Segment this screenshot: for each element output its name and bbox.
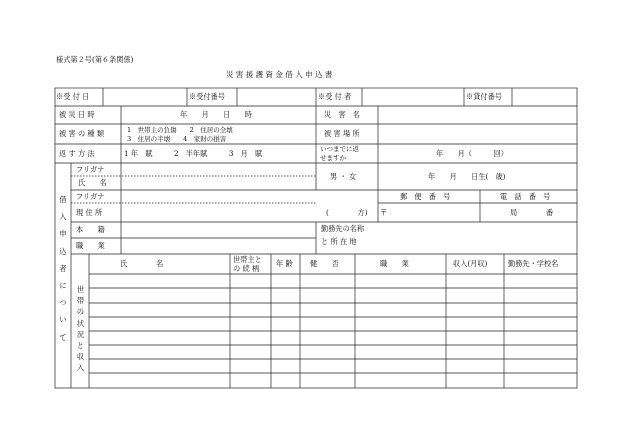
address-label: 現 住 所 bbox=[76, 207, 103, 217]
form-title: 災 害 援 護 資 金 借 入 申 込 書 bbox=[226, 70, 333, 79]
address-paren: ( 方) bbox=[326, 207, 368, 217]
domicile-label: 本 籍 bbox=[76, 225, 105, 235]
damage-options-line1: 1 世帯主の負傷 2 住居の全壊 bbox=[127, 126, 233, 134]
household-header-relation-1: 世帯主と bbox=[233, 255, 262, 264]
repay-options: 1 年 賦 2 半年賦 3 月 賦 bbox=[124, 148, 263, 158]
form-number: 様式第２号(第６条関係) bbox=[56, 55, 134, 64]
household-header-age: 年 齢 bbox=[276, 259, 293, 269]
postal-code-label: 郵 便 番 号 bbox=[400, 191, 451, 201]
birthdate-field: 年 月 日生( 歳) bbox=[428, 171, 506, 181]
damage-options-line2: 3 住居の半壊 4 家財の損害 bbox=[127, 135, 227, 143]
repay-until-label-2: せますか bbox=[320, 154, 346, 162]
receiver-label: ※受 付 者 bbox=[318, 92, 352, 102]
phone-bureau: 局 番 bbox=[510, 207, 554, 217]
receipt-date-label: ※受 付 日 bbox=[56, 92, 90, 102]
damage-type-label: 被 害 の 種 類 bbox=[59, 129, 105, 139]
postal-mark: 〒 bbox=[380, 207, 388, 217]
household-header-relation-2: の 続 柄 bbox=[233, 264, 260, 273]
household-header-income: 収入(月収) bbox=[453, 259, 488, 269]
household-header-health: 健 否 bbox=[310, 259, 339, 269]
occupation-label: 職 業 bbox=[76, 241, 105, 251]
damage-location-label: 被 害 場 所 bbox=[324, 129, 360, 139]
disaster-date-placeholder: 年 月 日 時 bbox=[180, 110, 252, 120]
applicant-side-label: 借 入 申 込 者 に つ い て bbox=[59, 195, 67, 342]
household-header-name: 氏 名 bbox=[120, 259, 164, 269]
furigana-label-2: フリガナ bbox=[76, 191, 105, 201]
gender-selector: 男 ・ 女 bbox=[330, 171, 357, 181]
repay-until-label-1: いつまでに返 bbox=[320, 145, 359, 153]
household-header-job: 職 業 bbox=[380, 259, 409, 269]
phone-label: 電 話 番 号 bbox=[500, 191, 551, 201]
household-header-workplace-school: 勤務先・学校名 bbox=[508, 259, 559, 269]
loan-number-label: ※貸付番号 bbox=[466, 92, 502, 102]
repay-until-value: 年 月（ 回） bbox=[436, 148, 508, 158]
workplace-label-1: 勤務先の名称 bbox=[321, 224, 365, 233]
workplace-label-2: と 所 在 地 bbox=[321, 237, 357, 246]
furigana-label-1: フリガナ bbox=[76, 164, 105, 174]
receipt-number-label: ※受付番号 bbox=[189, 92, 225, 102]
household-side-label: 世 帯 の 状 況 と 収 入 bbox=[76, 285, 85, 373]
disaster-name-label: 災 害 名 bbox=[324, 110, 360, 120]
disaster-date-label: 被 災 日 時 bbox=[59, 110, 95, 120]
name-label: 氏 名 bbox=[78, 178, 107, 188]
repay-method-label: 返 す 方 法 bbox=[59, 148, 95, 158]
